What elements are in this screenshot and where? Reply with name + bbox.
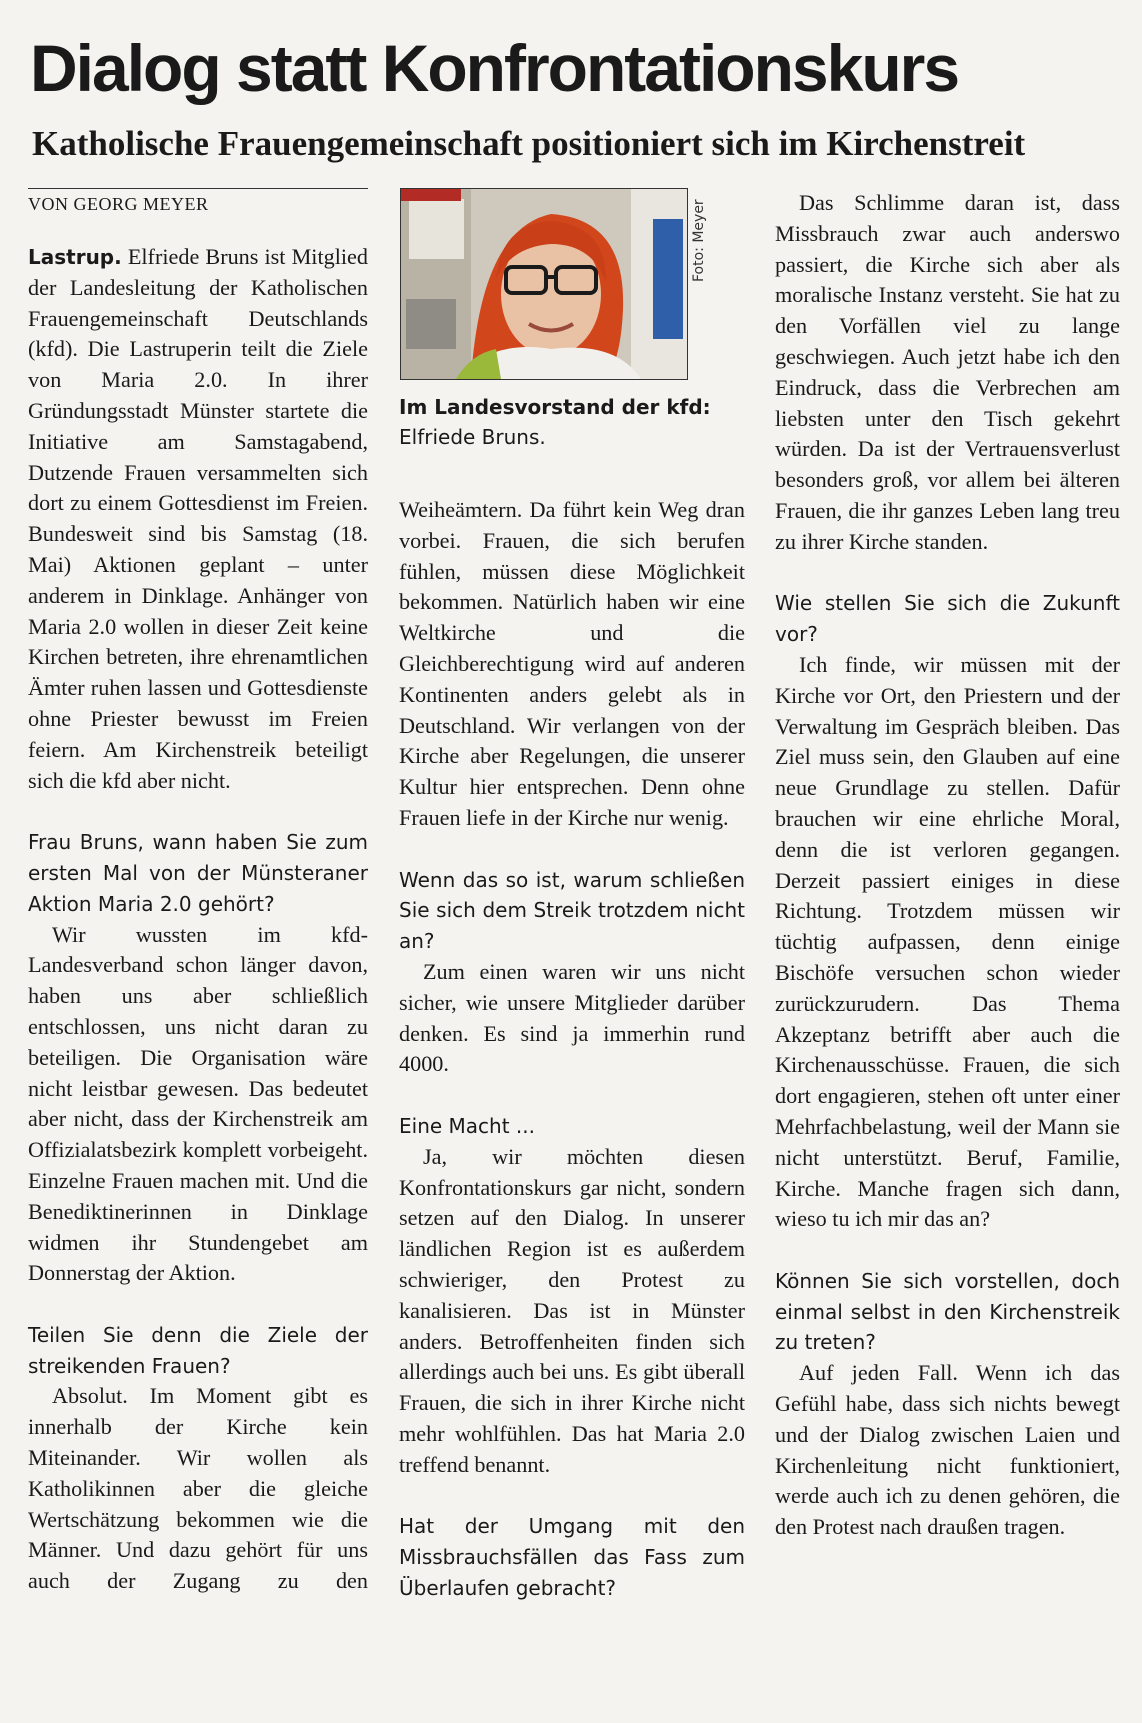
question-3: Wenn das so ist, warum schließen Sie sich dem Streik trotzdem nicht an? <box>399 867 745 954</box>
column-3 <box>775 188 1120 1543</box>
photo-caption <box>399 392 745 452</box>
answer-1: Wir wussten im kfd-Landesverband schon länger davon, haben uns aber schließlich entschlossen, uns nicht daran zu beteiligen. Die Organisation wäre nicht leistbar gewesen. Das bedeutet aber nicht, dass der Kirchenstreik am Offizialatsbezirk komplett vorbeigeht. Einzelne Frauen machen mit. Und die Benediktinerinnen in Dinklage widmen ihr Stundengebet am Donnerstag der Aktion. <box>28 921 368 1286</box>
intro-text: Elfriede Bruns ist Mitglied der Landesleitung der Katholischen Frauengemeinschaft Deutschlands (kfd). Die Lastruperin teilt die Ziele von Maria 2.0. In ihrer Gründungsstadt Münster startete die Initiative am Samstagabend, Dutzende Frauen versammelten sich dort zu einem Gottesdienst im Freien. Bundesweit sind bis Samstag (18. Mai) Aktionen geplant – unter anderem in Dinklage. Anhänger von Maria 2.0 wollen in dieser Zeit keine Kirchen betreten, ihre ehrenamtlichen Ämter ruhen lassen und Gottesdienste ohne Priester bewusst im Freien feiern. Am Kirchenstreik beteiligt sich die kfd aber nicht. <box>28 244 369 793</box>
caption-name: Elfriede Bruns. <box>399 425 546 449</box>
answer-3: Zum einen waren wir uns nicht sicher, wie unsere Mitglieder darüber denken. Es sind ja immerhin rund 4000. <box>399 958 745 1077</box>
answer-2-continued: Weiheämtern. Da führt kein Weg dran vorbei. Frauen, die sich berufen fühlen, müssen diese Möglichkeit bekommen. Natürlich haben wir eine Weltkirche und die Gleichberechtigung wird auf anderen Kontinenten anders gelebt als in Deutschland. Wir verlangen von der Kirche aber Regelungen, die unserer Kultur hier entsprechen. Denn ohne Frauen liefe in der Kirche nur wenig. <box>399 497 745 830</box>
portrait-photo <box>400 188 688 380</box>
intro-paragraph <box>28 242 368 796</box>
answer-6: Ich finde, wir müssen mit der Kirche vor Ort, den Priestern und der Verwaltung im Gespräch bleiben. Das Ziel muss sein, den Glauben auf eine neue Grundlage zu stellen. Dafür brauchen wir eine ehrliche Moral, denn die ist verloren gegangen. Derzeit passiert einiges in diese Richtung. Trotzdem müssen wir tüchtig aufpassen, denn einige Bischöfe versuchen schon wieder zurückzurudern. Das Thema Akzeptanz betrifft aber auch die Kirchenausschüsse. Frauen, die sich dort engagieren, stehen oft unter einer Mehrfachbelastung, weil der Mann sie nicht unterstützt. Beruf, Familie, Kirche. Manche fragen sich dann, wieso tu ich mir das an? <box>775 651 1120 1232</box>
answer-4: Ja, wir möchten diesen Konfrontationskurs gar nicht, sondern setzen auf den Dialog. In unserer ländlichen Region ist es außerdem schwieriger, den Protest zu kanalisieren. Das ist in Münster anders. Betroffenheiten finden sich allerdings auch bei uns. Es gibt überall Frauen, die sich in ihrer Kirche nicht mehr wohlfühlen. Das hat Maria 2.0 treffend benannt. <box>399 1143 745 1477</box>
column-1 <box>28 188 368 1597</box>
answer-7: Auf jeden Fall. Wenn ich das Gefühl habe, dass sich nichts bewegt und der Dialog zwischen Laien und Kirchenleitung nicht funktioniert, werde auch ich zu denen gehören, die den Protest nach draußen tragen. <box>775 1360 1120 1540</box>
answer-2: Absolut. Im Moment gibt es innerhalb der Kirche kein Miteinander. Wir wollen als Katholikinnen aber die gleiche Wertschätzung bekommen wie die Männer. Und dazu gehört für uns auch der Zugang zu den <box>28 1383 368 1594</box>
answer-5: Das Schlimme daran ist, dass Missbrauch zwar auch anderswo passiert, die Kirche sich aber als moralische Instanz versteht. Sie hat zu den Vorfällen viel zu lange geschwiegen. Auch jetzt habe ich den Eindruck, dass die Verbrechen am liebsten unter den Tisch gekehrt würden. Da ist der Vertrauensverlust besonders groß, vor allem bei älteren Frauen, die ihr ganzes Leben lang treu zu ihrer Kirche standen. <box>775 190 1120 554</box>
byline-text: VON GEORG MEYER <box>28 194 209 214</box>
question-2: Teilen Sie denn die Ziele der streikenden Frauen? <box>28 1322 368 1378</box>
byline <box>28 188 368 216</box>
subheadline: Katholische Frauengemeinschaft positioniert sich im Kirchenstreit <box>32 124 1026 163</box>
dateline: Lastrup. <box>28 245 122 269</box>
question-5: Hat der Umgang mit den Missbrauchsfällen das Fass zum Überlaufen gebracht? <box>399 1514 745 1600</box>
column-2 <box>399 495 745 1604</box>
question-6: Wie stellen Sie sich die Zukunft vor? <box>775 591 1120 647</box>
headline: Dialog statt Konfrontationskurs <box>30 31 959 105</box>
portrait-image <box>401 189 687 379</box>
question-1: Frau Bruns, wann haben Sie zum ersten Mal von der Münsteraner Aktion Maria 2.0 gehört? <box>28 830 368 916</box>
question-4: Eine Macht ... <box>399 1113 535 1138</box>
caption-title: Im Landesvorstand der kfd: <box>399 395 711 419</box>
question-7: Können Sie sich vorstellen, doch einmal selbst in den Kirchenstreik zu treten? <box>775 1268 1120 1355</box>
photo-credit: Foto: Meyer <box>691 199 707 282</box>
